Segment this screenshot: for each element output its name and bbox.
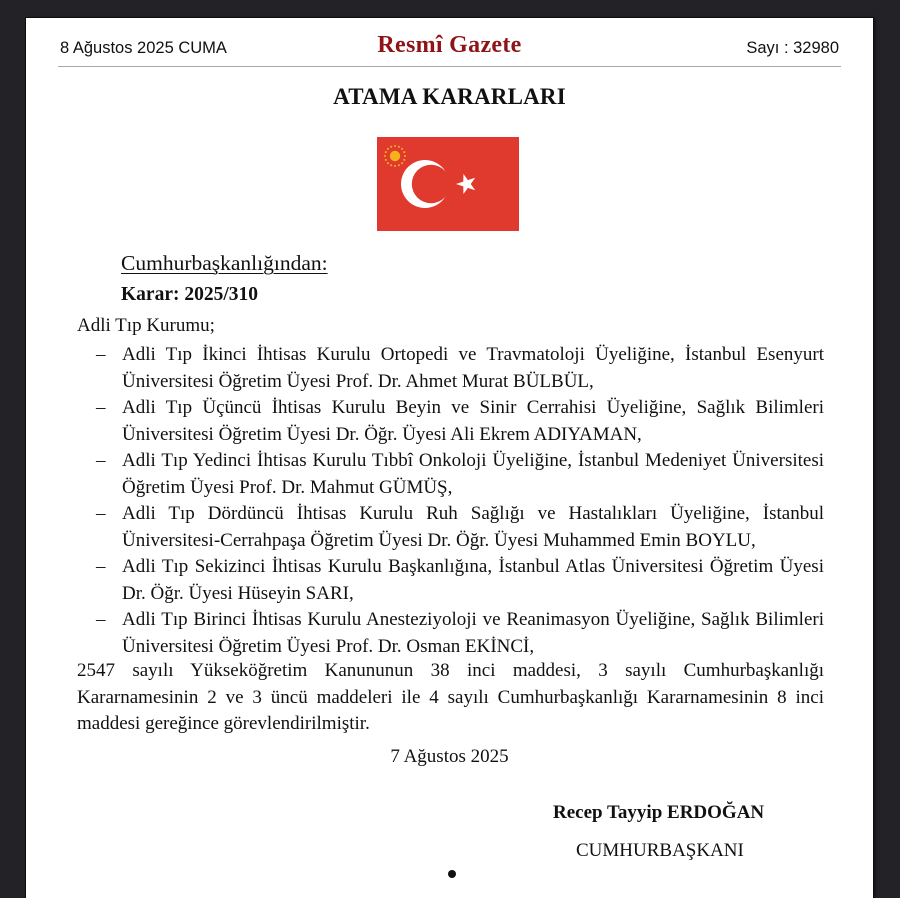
issue-number: Sayı : 32980 xyxy=(746,39,839,57)
dash-bullet: – xyxy=(96,503,106,524)
dash-bullet: – xyxy=(96,344,106,365)
appointment-text: Adli Tıp Yedinci İhtisas Kurulu Tıbbî Onkoloji Üyeliğine, İstanbul Medeniyet Üniversitesi Öğretim Üyesi Prof. Dr. Mahmut GÜMÜŞ, xyxy=(122,450,824,498)
sun-ray-dot xyxy=(390,164,392,166)
appointment-text: Adli Tıp Sekizinci İhtisas Kurulu Başkanlığına, İstanbul Atlas Üniversitesi Öğretim Üyesi Dr. Öğr. Üyesi Hüseyin SARI, xyxy=(122,556,824,604)
sun-ray-dot xyxy=(398,146,400,148)
sun-ray-dot xyxy=(401,162,403,164)
appointment-text: Adli Tıp Üçüncü İhtisas Kurulu Beyin ve Sinir Cerrahisi Üyeliğine, Sağlık Bilimleri Üniversitesi Öğretim Üyesi Dr. Öğr. Üyesi Ali Ekrem ADIYAMAN, xyxy=(122,397,824,445)
dash-bullet: – xyxy=(96,556,106,577)
dash-bullet: – xyxy=(96,397,106,418)
dash-bullet: – xyxy=(96,609,106,630)
crescent-inner xyxy=(412,165,450,203)
gazette-header xyxy=(58,32,841,67)
sun-ray-dot xyxy=(398,164,400,166)
appointment-text: Adli Tıp İkinci İhtisas Kurulu Ortopedi ve Travmatoloji Üyeliğine, İstanbul Esenyurt Üniversitesi Öğretim Üyesi Prof. Dr. Ahmet Murat BÜLBÜL, xyxy=(122,344,824,392)
appointment-list xyxy=(96,342,824,660)
gazette-page xyxy=(26,18,873,898)
appointment-item xyxy=(96,554,824,607)
dash-bullet: – xyxy=(96,450,106,471)
sun-ray-dot xyxy=(403,151,405,153)
sun-ray-dot xyxy=(387,162,389,164)
sun-ray-dot xyxy=(387,148,389,150)
presidential-flag-icon xyxy=(377,137,519,231)
sun-ray-dot xyxy=(394,165,396,167)
appointment-text: Adli Tıp Dördüncü İhtisas Kurulu Ruh Sağlığı ve Hastalıkları Üyeliğine, İstanbul Üniversitesi-Cerrahpaşa Öğretim Üyesi Dr. Öğr. Üyesi Muhammed Emin BOYLU, xyxy=(122,503,824,551)
signer-title: CUMHURBAŞKANI xyxy=(576,840,744,861)
signer-name: Recep Tayyip ERDOĞAN xyxy=(553,802,765,823)
sun-ray-dot xyxy=(394,145,396,147)
appointment-item xyxy=(96,607,824,660)
sun-ray-dot xyxy=(384,155,386,157)
page-marker-dot xyxy=(448,870,456,878)
issuing-authority: Cumhurbaşkanlığından: xyxy=(121,251,328,275)
sun-ray-dot xyxy=(385,159,387,161)
sun-ray-dot xyxy=(385,151,387,153)
appointment-item xyxy=(96,448,824,501)
sun-ray-dot xyxy=(390,146,392,148)
decision-number: Karar: 2025/310 xyxy=(121,284,259,305)
gazette-title: Resmî Gazete xyxy=(377,32,522,58)
legal-basis-paragraph: 2547 sayılı Yükseköğretim Kanununun 38 inci maddesi, 3 sayılı Cumhurbaşkanlığı Kararnamesinin 2 ve 3 üncü maddeleri ile 4 sayılı Cumhurbaşkanlığı Kararnamesinin 8 inci maddesi gereğince görevlendirilmiştir. xyxy=(77,660,824,734)
section-title: ATAMA KARARLARI xyxy=(333,84,566,109)
sun-ray-dot xyxy=(403,159,405,161)
appointment-item xyxy=(96,501,824,554)
signature-date: 7 Ağustos 2025 xyxy=(390,746,509,767)
appointment-text: Adli Tıp Birinci İhtisas Kurulu Anesteziyoloji ve Reanimasyon Üyeliğine, Sağlık Bilimleri Üniversitesi Öğretim Üyesi Prof. Dr. Osman EKİNCİ, xyxy=(122,609,824,657)
sun-ray-dot xyxy=(401,148,403,150)
institution: Adli Tıp Kurumu; xyxy=(77,315,215,336)
appointment-item xyxy=(96,342,824,395)
sun-ray-dot xyxy=(404,155,406,157)
appointment-item xyxy=(96,395,824,448)
issue-date: 8 Ağustos 2025 CUMA xyxy=(60,39,227,57)
